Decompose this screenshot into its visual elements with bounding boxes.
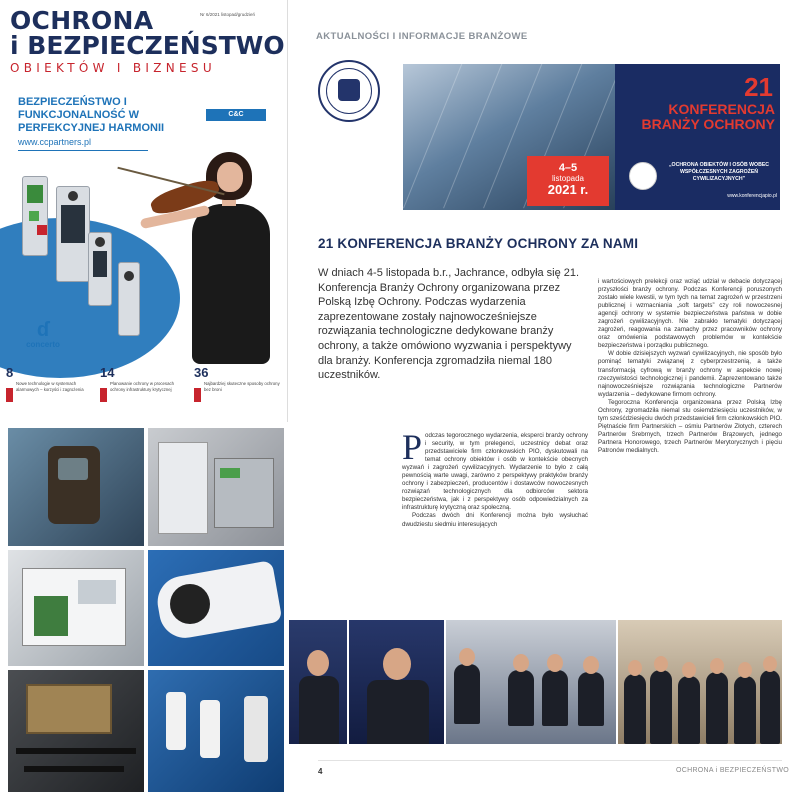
article-paragraph: W dobie dzisiejszych wyzwań cywilizacyjnych, nie sposób było pominąć tematyki związanej z cyberprzestrzenią, a także transformacją cyfrową w branży ochrony w aspekcie nowej rzeczywistości technologicznej i pandemii. Zaprezentowano także najnowocześniejsze rozwiązania technologiczne Partnerów wydarzenia – dedykowane firmom ochrony. bbox=[598, 350, 782, 398]
banner-url: www.konferencjapio.pl bbox=[727, 193, 777, 199]
masthead-line1: OCHRONA bbox=[10, 6, 154, 35]
article-paragraph: odczas tegorocznego wydarzenia, eksperci branży ochrony i security, w tym prelegenci, uczestnicy debat oraz przedstawiciele firm członkowskich PIO, dyskutowali na temat ochrony obiektów i osób w kontekście obecnych wyzwań i zagrożeń cywilizacyjnych. Wydarzenie to było z całą pewnością warte uwagi, zarówno z perspektywy praktyków branży ochrony i zabezpieczeń, producentów i dostawców nowoczesnych rozwiązań technologicznych dla odbiorców sektora bezpieczeństwa, jak i z perspektywy osób odpowiedzialnych za infrastrukturę krytyczną oraz społeczną. bbox=[402, 432, 588, 512]
masthead-line2: i BEZPIECZEŃSTWO bbox=[10, 31, 285, 60]
banner-number: 21 bbox=[744, 72, 773, 102]
banner-date: 4–5 listopada 2021 r. bbox=[527, 156, 609, 206]
cover-url: www.ccpartners.pl bbox=[18, 137, 92, 147]
photo-audience bbox=[618, 620, 782, 744]
cover-toc bbox=[6, 366, 284, 420]
pio-seal-logo bbox=[318, 60, 380, 122]
masthead-line3: OBIEKTÓW I BIZNESU bbox=[10, 61, 216, 75]
photo-speaker-microphone bbox=[289, 620, 347, 744]
page-number: 4 bbox=[318, 767, 323, 776]
toc-item: 36 Najbardziej skuteczne sposoby ochrony bez broni bbox=[194, 366, 284, 392]
toc-marker bbox=[194, 388, 201, 402]
cover-headline: BEZPIECZEŃSTWO I FUNKCJONALNOŚĆ W PERFEKCYJNEJ HARMONII bbox=[18, 96, 165, 134]
photo-readers bbox=[148, 670, 284, 792]
footer-magazine-name: OCHRONA i BEZPIECZEŃSTWO bbox=[676, 767, 789, 774]
issue-info: Nr 6/2021 listopad/grudzień bbox=[200, 12, 256, 17]
article-lead: W dniach 4-5 listopada b.r., Jachrance, odbyła się 21. Konferencja Branży Ochrony organizowana przez Polską Izbę Ochrony. Podczas wydarzenia zaprezentowane zostały najnowocześniejsze rozwiązania technologiczne dedykowane branży ochrony, a także omówiono wyzwania i perspektywy dla branży. Konferencja zgromadziła niemal 180 uczestników. bbox=[318, 267, 580, 382]
url-underline bbox=[18, 150, 148, 151]
violinist-face bbox=[217, 162, 243, 192]
article-column-2 bbox=[598, 278, 782, 455]
conference-banner bbox=[403, 64, 780, 210]
eagle-icon bbox=[338, 79, 360, 101]
banner-title: KONFERENCJA BRANŻY OCHRONY bbox=[641, 101, 775, 132]
toc-item: 14 Planowanie ochrony w procesach ochrony infrastruktury krytycznej bbox=[100, 366, 190, 392]
article-column-1 bbox=[402, 427, 588, 529]
photo-grid bbox=[8, 428, 284, 792]
toc-item: 8 Nowe technologie w systemach alarmowych – korzyści i zagrożenia bbox=[6, 366, 96, 392]
section-label: AKTUALNOŚCI I INFORMACJE BRANŻOWE bbox=[316, 31, 528, 42]
brand-logo: C&C bbox=[206, 109, 266, 121]
toc-marker bbox=[6, 388, 13, 402]
photo-speaker-presenting bbox=[349, 620, 444, 744]
violinist-dress bbox=[192, 204, 270, 364]
photo-alarm-panel bbox=[8, 550, 144, 666]
photo-security-camera bbox=[148, 550, 284, 666]
intercom-panel bbox=[88, 232, 112, 306]
intercom-panel bbox=[118, 262, 140, 336]
photo-panel-debate bbox=[446, 620, 616, 744]
photo-weapons-case bbox=[8, 670, 144, 792]
toc-marker bbox=[100, 388, 107, 402]
magazine-cover bbox=[0, 0, 288, 422]
photo-power-modules bbox=[148, 428, 284, 546]
intercom-panel bbox=[56, 186, 90, 282]
banner-tagline: „OCHRONA OBIEKTÓW I OSÓB WOBEC WSPÓŁCZESNYCH ZAGROŻEŃ CYWILIZACYJNYCH” bbox=[668, 162, 770, 182]
photo-trail-camera bbox=[8, 428, 144, 546]
drop-cap: P bbox=[402, 427, 423, 467]
article-paragraph: i wartościowych prelekcji oraz wziąć udział w debacie dotyczącej przyszłości branży ochrony. Podczas Konferencji poruszonych zostało wiele kwestii, w tym tych na temat zagrożeń w przestrzeni publicznej i wzmacniania „soft targets” czy roli nowoczesnej agencji ochrony w systemie bezpieczeństwa państwa w dobie zagrożeń cywilizacyjnych. Nie zabrakło tematyki dotyczącej zagrożeń, reagowania na zamachy przez pracowników ochrony oraz omówienia podstawowych problemów w kontekście bezpieczeństwa i porządku publicznego. bbox=[598, 278, 782, 350]
footer-divider bbox=[318, 760, 782, 761]
concerto-logo: ɗ concerto bbox=[16, 320, 70, 349]
article-paragraph: Tegoroczna Konferencja organizowana przez Polską Izbę Ochrony, zgromadziła niemal stu osiemdziesięciu uczestników, w tym sześćdziesięciu dwóch przedstawicieli firm członkowskich PIO. Piętnaście firm Partnerskich – ośmiu Partnerów Złotych, czterech Partnerów Srebrnych, trzech Partnerów Brązowych, jednego Partnera Honorowego, trzech Partnerów Merytorycznych i pięciu Patronów medialnych. bbox=[598, 398, 782, 454]
banner-seal-icon bbox=[629, 162, 657, 190]
article-paragraph: Podczas dwóch dni Konferencji można było wysłuchać dwudziestu siedmiu interesujących bbox=[402, 512, 588, 528]
concerto-icon: ɗ bbox=[36, 319, 50, 341]
article-headline: 21 KONFERENCJA BRANŻY OCHRONY ZA NAMI bbox=[318, 236, 639, 251]
intercom-panel bbox=[22, 176, 48, 256]
